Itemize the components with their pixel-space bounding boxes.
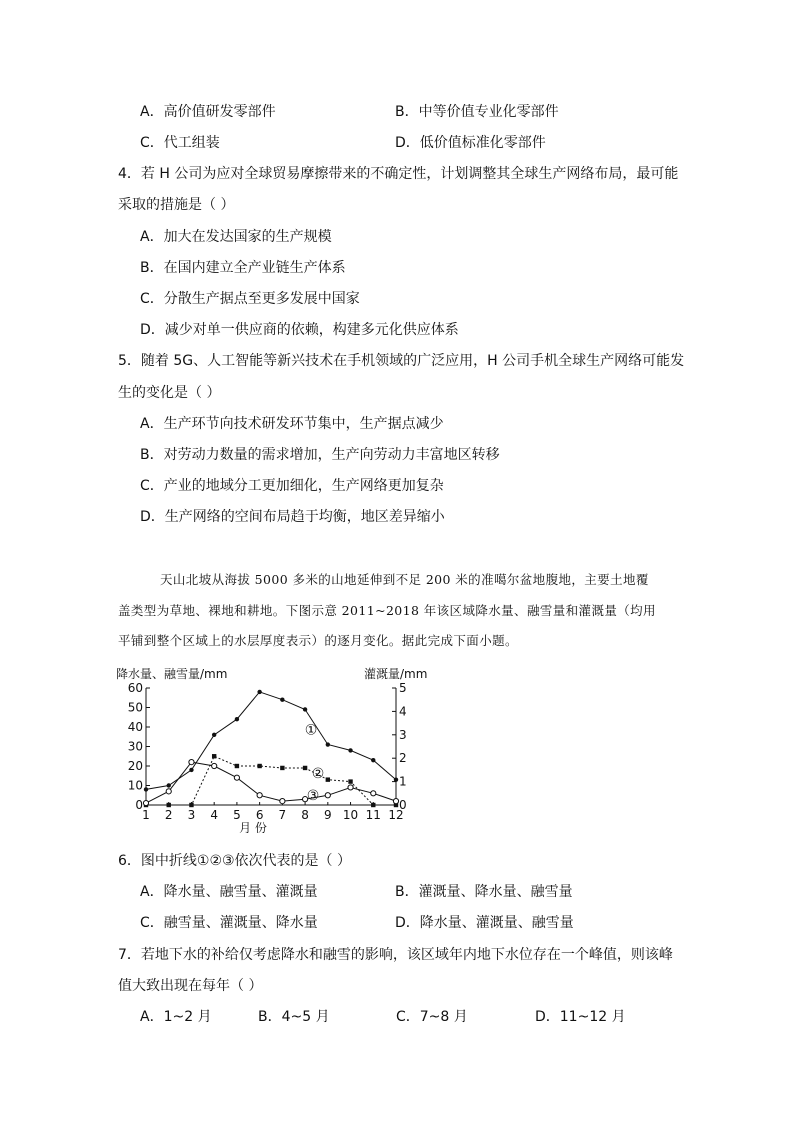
x-tick-label: 3: [187, 808, 196, 822]
y-tick-right-label: 3: [399, 727, 407, 742]
y-tick-left-label: 60: [127, 681, 143, 695]
q6-option-b: B．灌溉量、降水量、融雪量: [395, 884, 573, 900]
y-tick-right-label: 1: [399, 774, 407, 789]
q6-option-a: A．降水量、融雪量、灌溉量: [140, 884, 318, 900]
series-3-point: [257, 793, 262, 798]
y-tick-left-label: 20: [127, 759, 143, 773]
x-tick-label: 1: [142, 808, 150, 822]
x-tick-label: 7: [278, 808, 287, 822]
q7-stem-line2: 值大致出现在每年（ ）: [118, 978, 263, 994]
q6-option-d: D．降水量、灌溉量、融雪量: [395, 915, 574, 931]
series-2-point: [348, 779, 352, 783]
series-1-point: [144, 787, 148, 791]
series-2-point: [303, 766, 307, 770]
series-3-point: [280, 799, 285, 804]
series-1-point: [235, 717, 239, 721]
series-3-point: [371, 791, 376, 796]
series-3-point: [189, 760, 194, 765]
x-tick-label: 9: [323, 808, 332, 822]
series-1-point: [189, 768, 193, 772]
q5-option-d: D．生产网络的空间布局趋于均衡，地区差异缩小: [140, 509, 445, 525]
series-1-point: [348, 748, 352, 752]
series-3-point: [234, 775, 239, 780]
x-axis-title: 月 份: [239, 821, 267, 835]
q7-option-a: A．1~2 月: [140, 1009, 212, 1025]
series-2-point: [326, 777, 330, 781]
y-tick-right-label: 5: [399, 681, 407, 695]
q4-option-b: B．在国内建立全产业链生产体系: [140, 260, 346, 276]
series-1-point: [280, 698, 284, 702]
passage-line2: 盖类型为草地、裸地和耕地。下图示意 2011~2018 年该区域降水量、融雪量和灌溉量（均用: [118, 603, 656, 618]
q6-stem: 6．图中折线①②③依次代表的是（ ）: [118, 853, 352, 869]
series-2-point: [235, 764, 239, 768]
y-tick-right-label: 4: [399, 704, 407, 719]
series-2-point: [212, 754, 216, 758]
x-tick-label: 10: [342, 808, 359, 822]
x-tick-label: 8: [301, 808, 309, 822]
series-3-point: [143, 800, 148, 805]
line-chart: [112, 664, 432, 836]
x-tick-label: 4: [210, 808, 219, 822]
y-tick-left-label: 40: [127, 720, 143, 734]
series-2-point: [189, 803, 193, 807]
q7-option-b: B．4~5 月: [258, 1009, 330, 1025]
y-tick-right-label: 0: [399, 798, 407, 812]
x-tick-label: 12: [388, 808, 404, 822]
series-1-point: [394, 777, 398, 781]
q6-option-c: C．融雪量、灌溉量、降水量: [140, 915, 318, 931]
y-tick-left-label: 0: [135, 798, 143, 812]
series-3-point: [393, 799, 398, 804]
q4-option-a: A．加大在发达国家的生产规模: [140, 229, 332, 245]
q5-option-b: B．对劳动力数量的需求增加，生产向劳动力丰富地区转移: [140, 447, 500, 463]
q7-option-d: D．11~12 月: [535, 1009, 626, 1025]
series-2-point: [371, 803, 375, 807]
series-1-point: [371, 758, 375, 762]
q3-option-d: D．低价值标准化零部件: [395, 135, 546, 151]
y-tick-left-label: 30: [127, 739, 143, 754]
series-line-1: [146, 692, 396, 790]
q4-stem-line2: 采取的措施是（ ）: [118, 197, 235, 213]
q3-option-a: A．高价值研发零部件: [140, 104, 276, 120]
series-label-3: ③: [306, 788, 320, 805]
q5-option-a: A．生产环节向技术研发环节集中，生产据点减少: [140, 416, 444, 432]
series-3-point: [212, 763, 217, 768]
series-label-2: ②: [311, 765, 325, 782]
passage-line1: 天山北坡从海拔 5000 多米的山地延伸到不足 200 米的准噶尔盆地腹地，主要土地覆: [160, 572, 649, 587]
q7-option-c: C．7~8 月: [396, 1009, 468, 1025]
q5-stem-line1: 5．随着 5G、人工智能等新兴技术在手机领域的广泛应用，H 公司手机全球生产网络可能发: [118, 353, 685, 369]
series-1-point: [167, 783, 171, 787]
series-label-1: ①: [304, 722, 318, 739]
passage-line3: 平铺到整个区域上的水层厚度表示）的逐月变化。据此完成下面小题。: [118, 633, 518, 648]
q3-option-c: C．代工组装: [140, 135, 220, 151]
series-3-point: [325, 793, 330, 798]
series-1-point: [212, 733, 216, 737]
q4-option-c: C．分散生产据点至更多发展中国家: [140, 291, 360, 307]
x-tick-label: 2: [164, 808, 173, 822]
series-2-point: [167, 803, 171, 807]
series-2-point: [257, 764, 261, 768]
series-1-point: [326, 742, 330, 746]
series-2-point: [280, 766, 284, 770]
x-tick-label: 5: [233, 808, 241, 822]
q4-option-d: D．减少对单一供应商的依赖，构建多元化供应体系: [140, 322, 459, 338]
series-3-point: [348, 785, 353, 790]
y-axis-left-title: 降水量、融雪量/mm: [116, 667, 228, 681]
q5-stem-line2: 生的变化是（ ）: [118, 385, 221, 401]
series-1-point: [303, 707, 307, 711]
q4-stem-line1: 4．若 H 公司为应对全球贸易摩擦带来的不确定性，计划调整其全球生产网络布局，最可能: [118, 166, 679, 182]
y-axis-right-title: 灌溉量/mm: [364, 667, 428, 681]
q3-option-b: B．中等价值专业化零部件: [395, 104, 559, 120]
series-line-3: [146, 762, 396, 803]
series-3-point: [166, 789, 171, 794]
q7-stem-line1: 7．若地下水的补给仅考虑降水和融雪的影响，该区域年内地下水位存在一个峰值，则该峰: [118, 947, 673, 963]
q5-option-c: C．产业的地域分工更加细化，生产网络更加复杂: [140, 478, 444, 494]
series-1-point: [257, 690, 261, 694]
y-tick-left-label: 10: [127, 778, 143, 793]
y-tick-right-label: 2: [399, 751, 407, 766]
y-tick-left-label: 50: [127, 700, 143, 715]
x-tick-label: 11: [365, 808, 381, 822]
x-tick-label: 6: [255, 808, 264, 822]
